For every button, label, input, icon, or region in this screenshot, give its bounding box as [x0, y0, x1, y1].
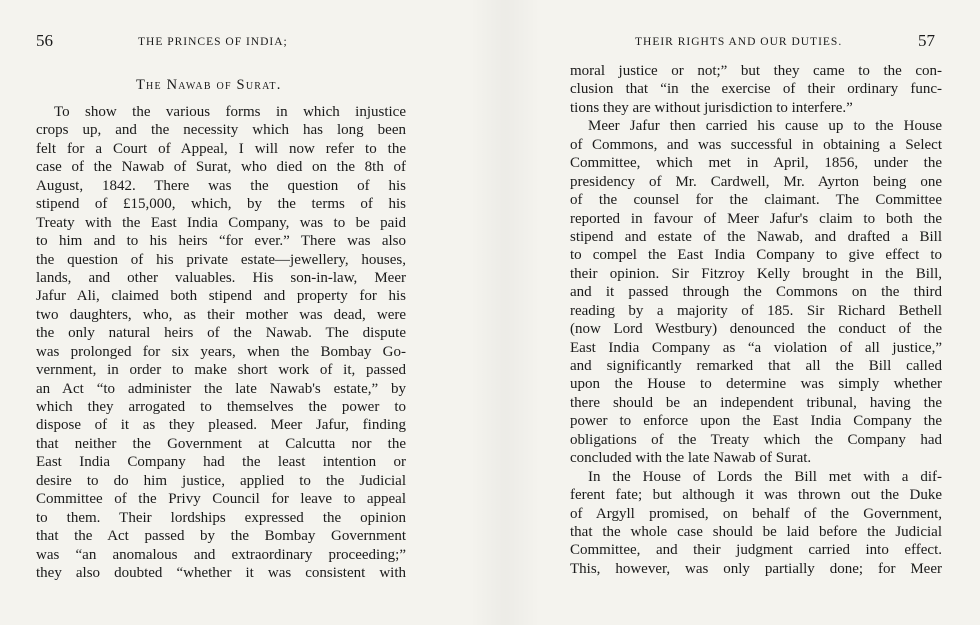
text-line: Committee of the Privy Council for leave to appeal [36, 491, 406, 508]
text-line: dispose of it as they pleased. Meer Jafur, finding [36, 417, 406, 434]
text-line: to them. Their lordships expressed the opinion [36, 509, 406, 526]
text-line: stipend of £15,000, which, by the terms of his [36, 196, 406, 213]
text-line: reported in favour of Meer Jafur's claim to both the [570, 210, 942, 227]
text-line: felt for a Court of Appeal, I will now refer to the [36, 140, 406, 157]
text-line: East India Company had the least intention or [36, 454, 406, 471]
text-line: that neither the Government at Calcutta nor the [36, 435, 406, 452]
text-line: vernment, in order to make short work of it, passed [36, 362, 406, 379]
right-page [560, 0, 980, 625]
text-line: and significantly remarked that all the Bill called [570, 358, 942, 374]
text-line: to compel the East India Company to give effect to [570, 247, 942, 264]
text-line: August, 1842. There was the question of his [36, 177, 406, 194]
text-line: of the counsel for the claimant. The Committee [570, 192, 942, 209]
text-line: was prolonged for six years, when the Bombay Go- [36, 343, 406, 360]
text-line: Meer Jafur then carried his cause up to the House [588, 118, 942, 135]
text-line: there should be an independent tribunal, having the [570, 394, 942, 411]
text-line: power to enforce upon the East India Company the [570, 413, 942, 430]
text-line: the question of his private estate—jewellery, houses, [36, 251, 406, 268]
left-text-lines [36, 103, 406, 582]
text-line: (now Lord Westbury) denounced the conduct of the [570, 321, 942, 338]
text-line: of Commons, and was successful in obtaining a Select [570, 136, 942, 153]
text-line: the only natural heirs of the Nawab. The dispute [36, 325, 406, 342]
text-line: their opinion. Sir Fitzroy Kelly brought in the Bill, [570, 265, 942, 282]
text-line: to him and to his heirs “for ever.” There was also [36, 233, 406, 250]
text-line: concluded with the late Nawab of Surat. [570, 450, 812, 467]
text-line: This, however, was only partially done; for Meer [570, 560, 942, 577]
text-line: desire to do him justice, applied to the Judicial [36, 472, 406, 489]
text-line: Committee, and their judgment carried into effect. [570, 542, 942, 559]
text-line: presidency of Mr. Cardwell, Mr. Ayrton being one [570, 173, 942, 190]
text-line: moral justice or not;” but they came to the con- [570, 63, 942, 79]
text-line: ferent fate; but although it was thrown out the Duke [570, 487, 942, 504]
text-line: Treaty with the East India Company, was to be paid [36, 214, 406, 231]
text-line: crops up, and the necessity which has long been [36, 122, 406, 139]
section-heading: The Nawab of Surat. [136, 77, 282, 93]
text-line: reading by a majority of 185. Sir Richard Bethell [570, 302, 942, 319]
text-line: upon the House to determine was simply whether [570, 376, 942, 393]
text-line: two daughters, who, as their mother was dead, were [36, 306, 406, 323]
page-number: 56 [36, 31, 53, 50]
text-line: In the House of Lords the Bill met with a dif- [588, 468, 942, 485]
text-line: stipend and estate of the Nawab, and drafted a Bill [570, 228, 942, 245]
text-line: and it passed through the Commons on the third [570, 284, 942, 301]
text-line: that the whole case should be laid before the Judicial [570, 523, 942, 540]
gutter-shadow [470, 0, 540, 625]
text-line: lands, and other valuables. His son-in-law, Meer [36, 269, 406, 286]
text-line: clusion that “in the exercise of their ordinary func- [570, 81, 942, 98]
text-line: East India Company as “a violation of all justice,” [570, 339, 942, 356]
text-line: case of the Nawab of Surat, who died on the 8th of [36, 159, 406, 176]
text-line: they also doubted “whether it was consistent with [36, 564, 406, 581]
left-page [0, 0, 440, 625]
page-number: 57 [918, 31, 935, 50]
text-line: tions they are without jurisdiction to interfere.” [570, 99, 853, 116]
text-line: which they arrogated to themselves the power to [36, 399, 406, 415]
text-line: that the Act passed by the Bombay Government [36, 528, 406, 545]
text-line: Committee, which met in April, 1856, under the [570, 155, 942, 172]
text-line: Jafur Ali, claimed both stipend and property for his [36, 288, 406, 305]
text-line: To show the various forms in which injustice [54, 104, 406, 120]
text-line: obligations of the Treaty which the Company had [570, 431, 942, 448]
text-line: was “an anomalous and extraordinary proceeding;” [36, 546, 406, 563]
text-line: an Act “to administer the late Nawab's estate,” by [36, 380, 406, 397]
text-line: of Argyll promised, on behalf of the Government, [570, 505, 942, 522]
running-head-title: THE PRINCES OF INDIA; [138, 36, 288, 48]
running-head-title: THEIR RIGHTS AND OUR DUTIES. [635, 36, 843, 48]
right-text-lines [570, 62, 942, 578]
running-head-right [560, 31, 980, 54]
running-head-left [0, 31, 440, 54]
